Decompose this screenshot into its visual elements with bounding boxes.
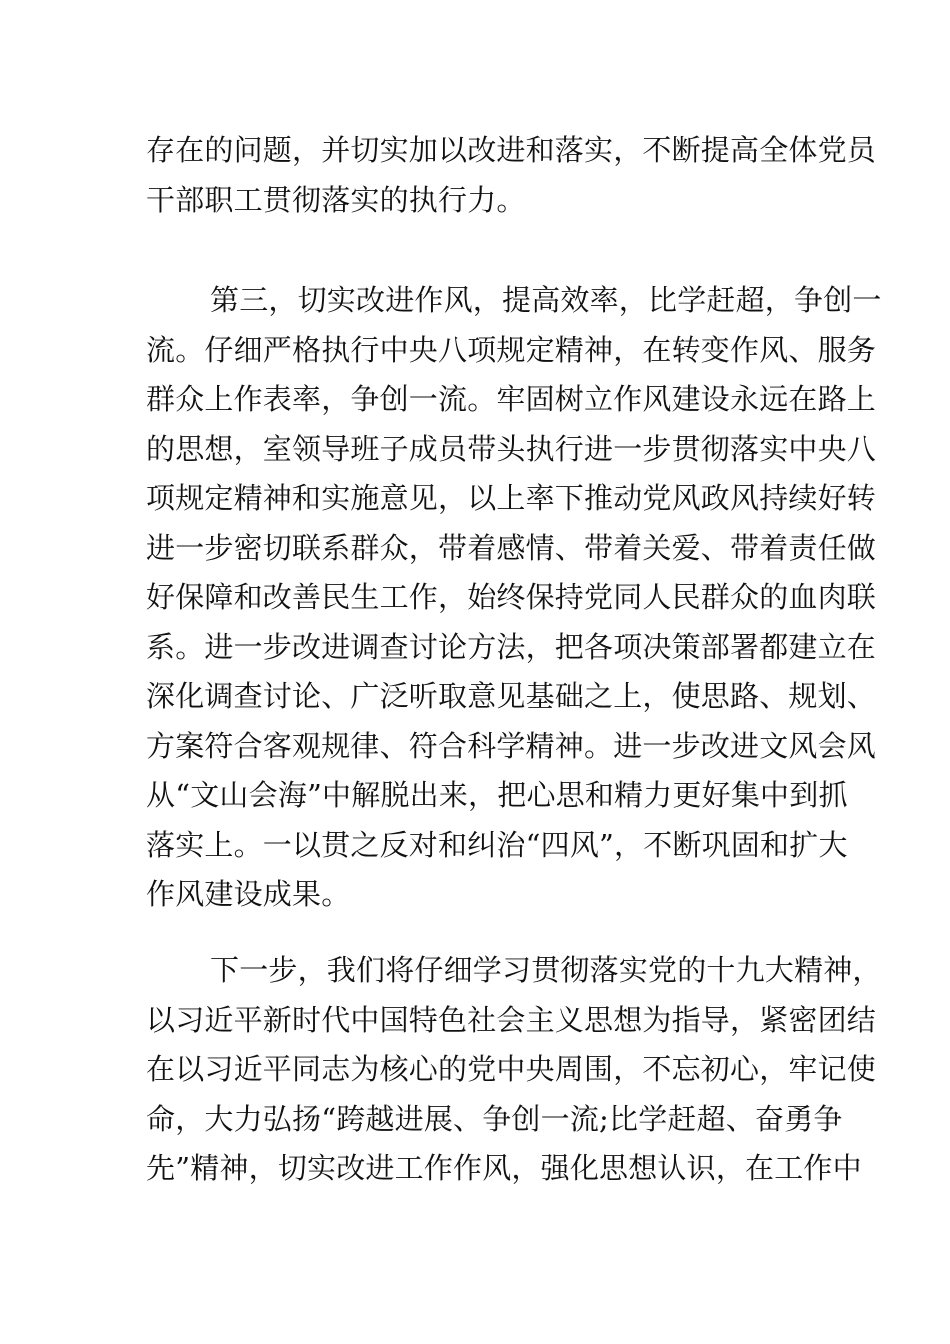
paragraph-line: 项规定精神和实施意见，以上率下推动党风政风持续好转 (146, 481, 877, 515)
paragraph-line: 先”精神，切实改进工作作风，强化思想认识，在工作中 (146, 1151, 862, 1185)
paragraph-line: 好保障和改善民生工作，始终保持党同人民群众的血肉联 (146, 580, 877, 614)
paragraph-line: 深化调查讨论、广泛听取意见基础之上，使思路、规划、 (146, 679, 877, 713)
paragraph-line: 落实上。一以贯之反对和纠治“四风”，不断巩固和扩大 (146, 827, 848, 862)
paragraph-line: 干部职工贯彻落实的执行力。 (146, 182, 526, 217)
paragraph-next-step (146, 946, 882, 1194)
paragraph-third-point (146, 276, 882, 920)
paragraph-line: 下一步，我们将仔细学习贯彻落实党的十九大精神， (210, 953, 882, 987)
paragraph-execution (146, 126, 877, 225)
paragraph-line: 方案符合客观规律、符合科学精神。进一步改进文风会风 (146, 728, 877, 763)
paragraph-line: 群众上作表率，争创一流。牢固树立作风建设永远在路上 (146, 382, 877, 416)
paragraph-line: 第三，切实改进作风，提高效率，比学赶超，争创一 (210, 283, 882, 317)
paragraph-line: 从“文山会海”中解脱出来，把心思和精力更好集中到抓 (146, 778, 848, 812)
paragraph-line: 进一步密切联系群众，带着感情、带着关爱、带着责任做 (146, 530, 877, 565)
paragraph-line: 命，大力弘扬“跨越进展、争创一流;比学赶超、奋勇争 (146, 1101, 843, 1136)
paragraph-line: 存在的问题，并切实加以改进和落实，不断提高全体党员 (146, 133, 877, 167)
paragraph-line: 的思想，室领导班子成员带头执行进一步贯彻落实中央八 (146, 431, 877, 466)
paragraph-line: 以习近平新时代中国特色社会主义思想为指导，紧密团结 (146, 1002, 877, 1037)
paragraph-line: 系。进一步改进调查讨论方法，把各项决策部署都建立在 (146, 629, 877, 664)
paragraph-line: 作风建设成果。 (146, 877, 351, 911)
paragraph-line: 流。仔细严格执行中央八项规定精神，在转变作风、服务 (146, 332, 877, 367)
paragraph-line: 在以习近平同志为核心的党中央周围，不忘初心，牢记使 (146, 1052, 877, 1086)
